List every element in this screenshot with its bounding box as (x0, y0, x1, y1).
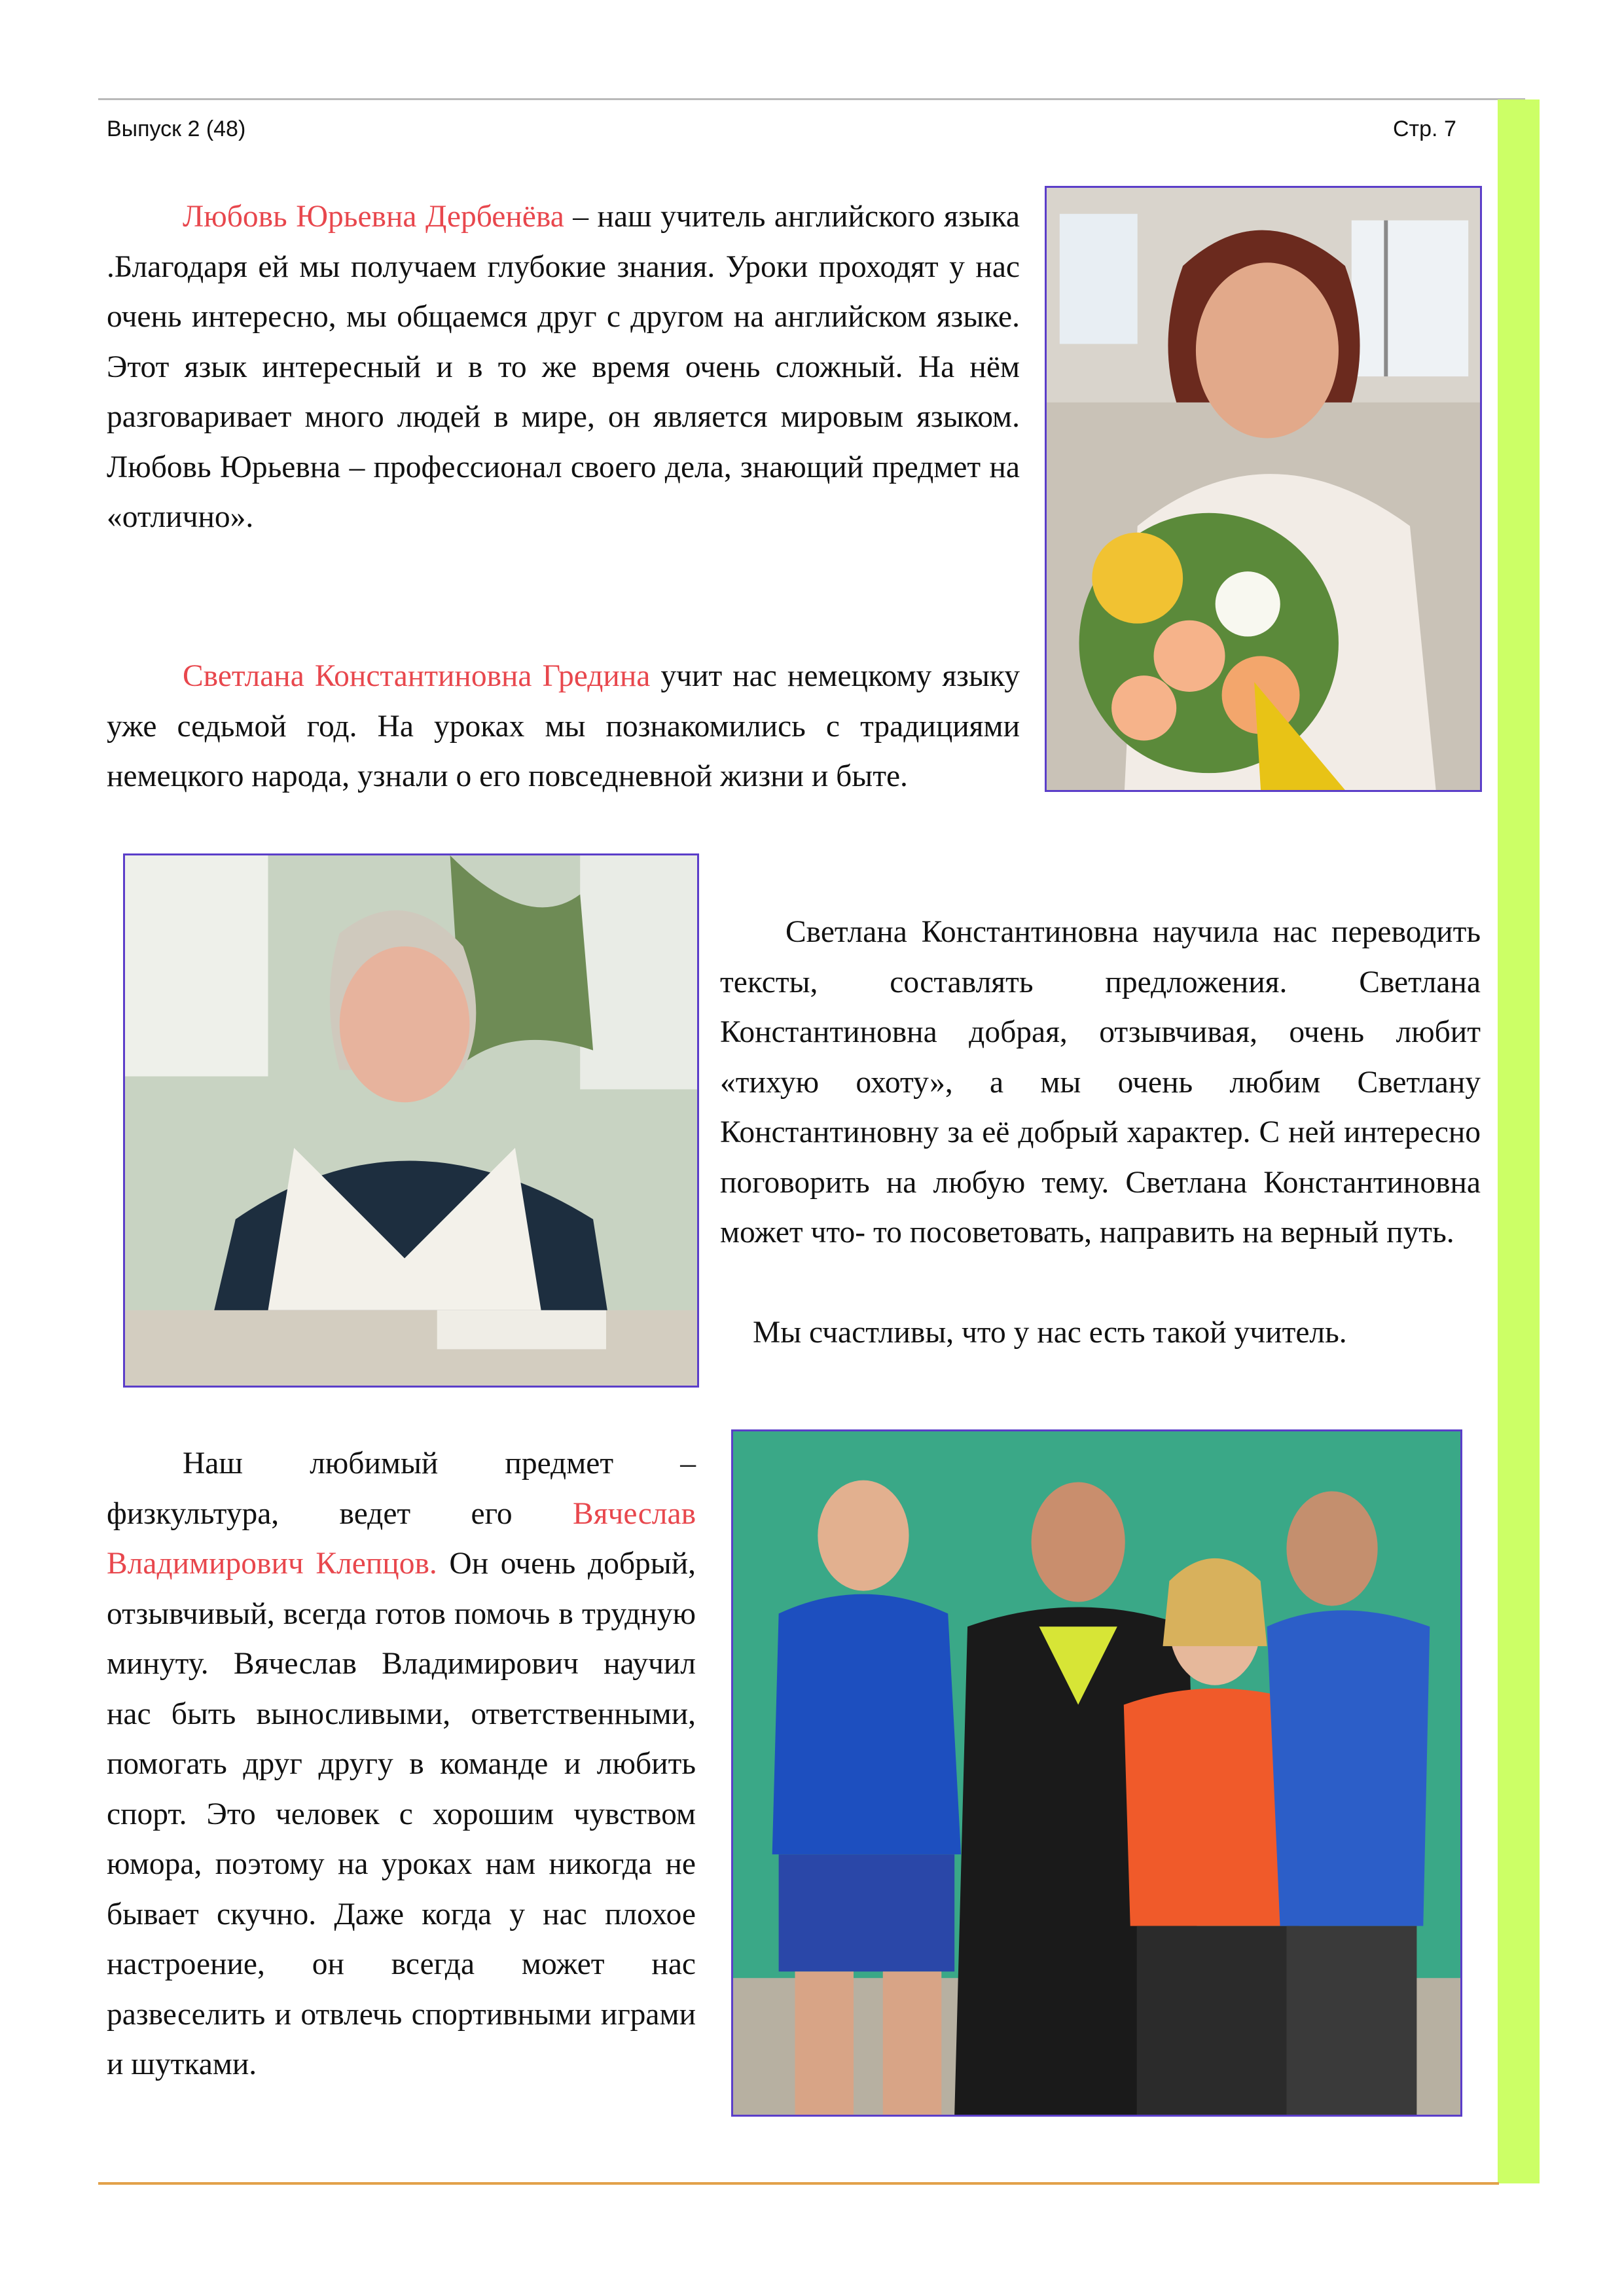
issue-label: Выпуск 2 (48) (107, 117, 246, 141)
section-german-teacher-continued: Светлана Константиновна научила нас переводить тексты, составлять предложения. Светлана Константиновна добрая, отзывчивая, очень любит «тихую охоту», а мы очень любим Светлану Константиновну за её добрый характер. С ней интересно поговорить на любую тему. Светлана Константиновна может что- то посоветовать, направить на верный путь. (720, 915, 1481, 1249)
section4-text-before: Наш любимый предмет – физкультура, ведет его (107, 1446, 696, 1531)
photo-english-teacher (1045, 186, 1482, 792)
section-german-teacher (107, 651, 1020, 802)
page-label: Стр. (1393, 117, 1438, 141)
section2-text: учит нас немецкому языку уже седьмой год. На уроках мы познакомились с традициями немецкого народа, узнали о его повседневной жизни и быте. (107, 659, 1020, 793)
section-english-teacher (107, 192, 1020, 543)
page-number: 7 (1443, 117, 1456, 141)
side-accent-bar (1498, 99, 1540, 2183)
teacher-name-kleptsov: Вячеслав Владимирович Клепцов. (107, 1496, 696, 1581)
bottom-rule (98, 2182, 1499, 2185)
photo-german-teacher (123, 853, 699, 1388)
section3-closing: Мы счастливы, что у нас есть такой учитель. (753, 1316, 1347, 1350)
teacher-name-gredina: Светлана Константиновна Гредина (183, 659, 651, 693)
photo-pe-class (731, 1429, 1462, 2117)
section-pe-teacher (107, 1439, 696, 2090)
teacher-name-derbeneva: Любовь Юрьевна Дербенёва (183, 200, 564, 234)
section4-text-after: Он очень добрый, отзывчивый, всегда готов помочь в трудную минуту. Вячеслав Владимирович научил нас быть выносливыми, ответственными, помогать друг другу в команде и любить спорт. Это человек с хорошим чувством юмора, поэтому на уроках нам никогда не бывает скучно. Даже когда у нас плохое настроение, он всегда может нас развеселить и отвлечь спортивными играми и шутками. (107, 1547, 696, 2081)
top-rule (98, 98, 1525, 100)
section1-text: – наш учитель английского языка .Благодаря ей мы получаем глубокие знания. Уроки проходят у нас очень интересно, мы общаемся друг с другом на английском языке. Этот язык интересный и в то же время очень сложный. На нём разговаривает много людей в мире, он является мировым языком. Любовь Юрьевна – профессионал своего дела, знающий предмет на «отлично». (107, 200, 1020, 534)
page-number-label (1393, 117, 1456, 142)
